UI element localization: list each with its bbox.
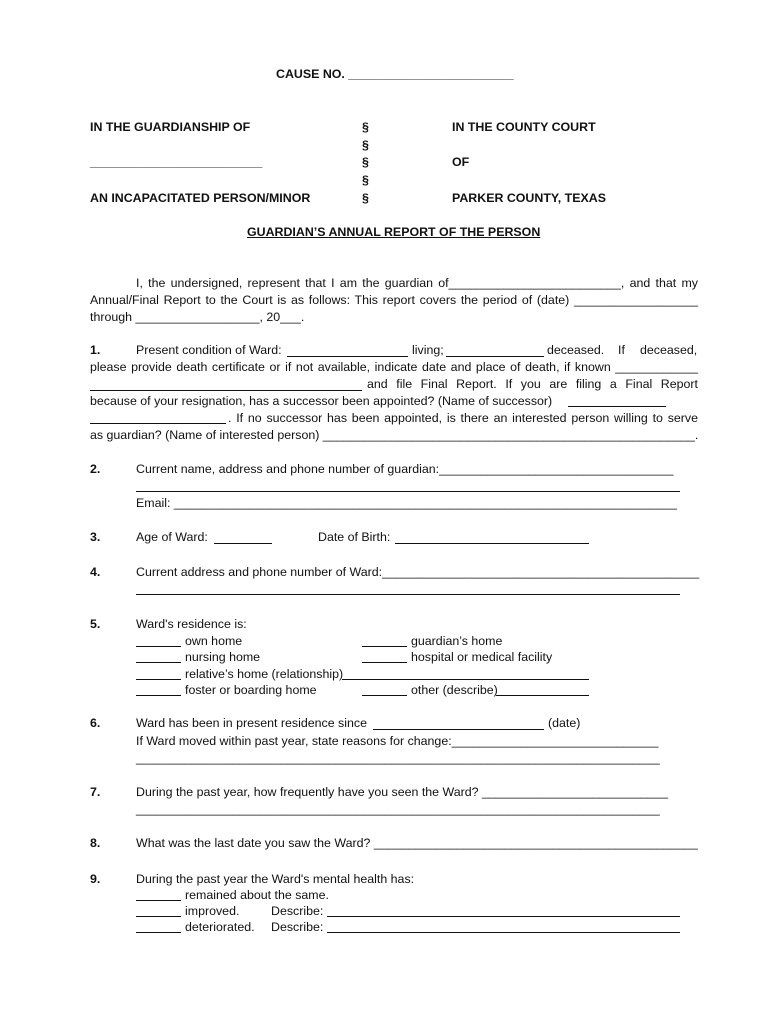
q1-label: Present condition of Ward: [136, 343, 282, 357]
improved-describe-blank[interactable] [327, 916, 680, 917]
living-blank[interactable] [287, 356, 408, 357]
section-symbol: § [362, 173, 369, 187]
intro-line1: I, the undersigned, represent that I am the guardian of_________________________, and that my [136, 276, 698, 290]
age-label: Age of Ward: [136, 530, 208, 544]
q5-label: Ward's residence is: [136, 617, 247, 631]
same-label: remained about the same. [185, 888, 329, 902]
q1-line6: as guardian? (Name of interested person) ______________________________________________________. [90, 428, 699, 442]
intro-line2: Annual/Final Report to the Court is as follows: This report covers the period of (date) __________________ [90, 293, 698, 307]
hospital-label: hospital or medical facility [411, 650, 553, 664]
nursing-home-blank[interactable] [136, 662, 181, 663]
other-label: other (describe) [411, 683, 498, 697]
section-symbol: § [362, 138, 369, 152]
q1-deceased: deceased, [640, 343, 698, 357]
guardians-home-blank[interactable] [362, 646, 407, 647]
q6-line2: If Ward moved within past year, state reasons for change:______________________________ [136, 734, 659, 748]
q2-number: 2. [90, 462, 101, 476]
deteriorated-blank[interactable] [136, 932, 181, 933]
describe-label: Describe: [271, 920, 324, 934]
improved-label: improved. [185, 904, 240, 918]
section-symbol: § [362, 155, 369, 169]
same-blank[interactable] [136, 900, 181, 901]
q8-number: 8. [90, 836, 101, 850]
nursing-home-label: nursing home [185, 650, 261, 664]
improved-blank[interactable] [136, 916, 181, 917]
own-home-label: own home [185, 634, 243, 648]
q9-label: During the past year the Ward's mental health has: [136, 872, 415, 886]
caption-left-line3: AN INCAPACITATED PERSON/MINOR [90, 191, 311, 205]
section-symbol: § [362, 191, 369, 205]
q1-line2: please provide death certificate or if not available, indicate date and place of death, if known ____________ [90, 360, 698, 374]
dob-label: Date of Birth: [318, 530, 391, 544]
own-home-blank[interactable] [136, 646, 181, 647]
q7-number: 7. [90, 785, 101, 799]
deteriorated-describe-blank[interactable] [327, 932, 680, 933]
foster-home-blank[interactable] [136, 695, 181, 696]
q6-number: 6. [90, 716, 101, 730]
foster-home-label: foster or boarding home [185, 683, 317, 697]
q6-label: Ward has been in present residence since [136, 716, 367, 730]
living-label: living; [412, 343, 444, 357]
email-label: Email: _________________________________________________________________________ [136, 496, 677, 510]
intro-line3: through __________________, 20___. [90, 310, 305, 324]
q7-label: During the past year, how frequently have you seen the Ward? ___________________________ [136, 785, 669, 799]
caption-right-line2: OF [452, 155, 470, 169]
relatives-home-label: relative’s home (relationship) [185, 667, 344, 681]
q4-number: 4. [90, 565, 101, 579]
q1-line5: . If no successor has been appointed, is there an interested person willing to serve [228, 411, 698, 425]
successor-name-blank[interactable] [568, 406, 666, 407]
q7-line2[interactable]: ____________________________________________________________________________ [136, 802, 660, 816]
describe-label: Describe: [271, 904, 324, 918]
deceased-blank[interactable] [446, 356, 544, 357]
guardians-home-label: guardian’s home [411, 634, 503, 648]
q4-label: Current address and phone number of Ward:______________________________________________ [136, 565, 700, 579]
dob-blank[interactable] [395, 543, 589, 544]
cause-number: CAUSE NO. ________________________ [276, 67, 514, 81]
q8-label: What was the last date you saw the Ward? _______________________________________________ [136, 836, 698, 850]
relatives-home-blank[interactable] [136, 679, 181, 680]
caption-right-line1: IN THE COUNTY COURT [452, 120, 596, 134]
q2-label: Current name, address and phone number of guardian:__________________________________ [136, 462, 674, 476]
q1-number: 1. [90, 343, 101, 357]
q1-line4: because of your resignation, has a successor been appointed? (Name of successor) [90, 394, 553, 408]
successor-name-blank-cont[interactable] [90, 423, 226, 424]
hospital-blank[interactable] [362, 662, 407, 663]
deteriorated-label: deteriorated. [185, 920, 255, 934]
other-blank[interactable] [362, 695, 407, 696]
q9-number: 9. [90, 872, 101, 886]
q3-number: 3. [90, 530, 101, 544]
q5-number: 5. [90, 617, 101, 631]
guardian-info-blank[interactable] [136, 491, 680, 492]
q6-date-label: (date) [548, 716, 581, 730]
death-date-place-blank[interactable] [90, 390, 362, 391]
caption-right-line3: PARKER COUNTY, TEXAS [452, 191, 606, 205]
age-blank[interactable] [214, 543, 272, 544]
q6-line3[interactable]: ____________________________________________________________________________ [136, 751, 660, 765]
q1-line3: and file Final Report. If you are filing a Final Report [367, 377, 698, 391]
ward-address-blank[interactable] [136, 594, 680, 595]
document-title: GUARDIAN’S ANNUAL REPORT OF THE PERSON [247, 225, 541, 239]
other-describe-blank[interactable] [496, 695, 589, 696]
section-symbol: § [362, 120, 369, 134]
caption-left-line1: IN THE GUARDIANSHIP OF [90, 120, 251, 134]
relationship-blank[interactable] [342, 679, 589, 680]
deceased-label: deceased. [547, 343, 605, 357]
ward-name-blank[interactable]: _________________________ [90, 155, 263, 169]
residence-since-blank[interactable] [373, 729, 544, 730]
q1-if: If [618, 343, 625, 357]
